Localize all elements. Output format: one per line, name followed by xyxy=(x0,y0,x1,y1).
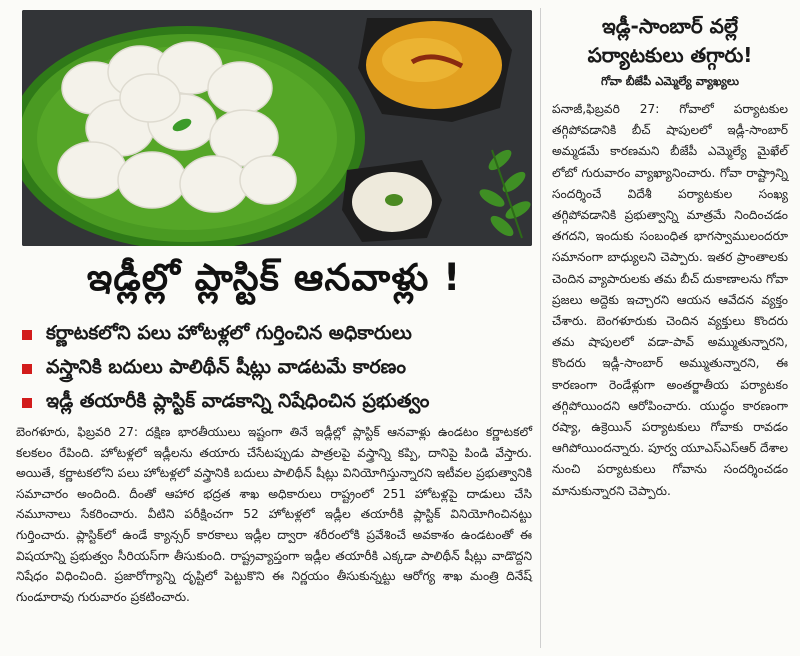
idli-article-body xyxy=(16,422,532,607)
bullet-square-icon xyxy=(22,330,32,340)
bullet-list xyxy=(16,318,532,420)
bullet-square-icon xyxy=(22,364,32,374)
goa-article xyxy=(552,8,788,648)
goa-headline-line1: ఇడ్లీ-సాంబార్ వల్లే xyxy=(601,14,739,38)
article-paragraph: పనాజీ,ఫిబ్రవరి 27: గోవాలో పర్యాటకుల తగ్గిపోవడానికి బీచ్ షాపులలో ఇడ్లీ-సాంబార్ అమ్మడమే కారణమని బీజేపీ ఎమ్మెల్యే మైఖేల్ లోబో గురువారం వ్యాఖ్యానించారు. గోవా రాష్ట్రాన్ని సందర్శించే విదేశీ పర్యాటకుల సంఖ్య తగ్గిపోవడానికి ప్రభుత్వాన్ని మాత్రమే నిందించడం తగదని, ఇందుకు సంబంధిత భాగస్వాములందరూ సమానంగా బాధ్యులని చెప్పారు. ఇతర ప్రాంతాలకు చెందిన వ్యాపారులకు తమ బీచ్ దుకాణాలను గోవా ప్రజలు అద్దెకు ఇచ్చారని ఆయన ఆవేదన వ్యక్తం చేశారు. బెంగళూరుకు చెందిన వ్యక్తులు కొందరు తమ షాపులలో వడా-పావ్ అమ్ముతున్నారని, కొందరు ఇడ్లీ-సాంబార్ అమ్ముతున్నారని, ఈ కారణంగా రెండేళ్లుగా అంతర్జాతీయ పర్యాటకం తగ్గిపోయిందని ఆరోపించారు. యుద్ధం కారణంగా రష్యా, ఉక్రెయిన్ పర్యాటకులు గోవాకు రావడం ఆగిపోయిందన్నారు. పూర్వ యూఎస్ఎస్ఆర్ దేశాల నుంచి పర్యాటకులు గోవాను సందర్శించడం మానుకున్నారని చెప్పారు. xyxy=(552,102,788,498)
goa-headline-line2: పర్యాటకులు తగ్గారు! xyxy=(587,43,753,67)
bullet-text: కర్ణాటకలోని పలు హోటళ్లలో గుర్తించిన అధికారులు xyxy=(46,321,412,344)
bullet-item xyxy=(16,352,532,386)
bullet-square-icon xyxy=(22,398,32,408)
idli-article xyxy=(16,8,532,648)
article-paragraph: బెంగళూరు, ఫిబ్రవరి 27: దక్షిణ భారతీయులు ఇష్టంగా తినే ఇడ్లీల్లో ప్లాస్టిక్ ఆనవాళ్లు ఉండటం కర్ణాటకలో కలకలం రేపింది. హోటళ్లలో ఇడ్లీలను తయారు చేసేటప్పుడు పాత్రలపై వస్త్రాన్ని కప్పి, దానిపై పిండి వేస్తారు. అయితే, కర్ణాటకలోని పలు హోటళ్లలో వస్త్రానికి బదులు పాలిథీన్ షీట్లు వినియోగిస్తున్నారని ఇటీవల ప్రభుత్వానికి సమాచారం అందింది. దీంతో ఆహార భద్రత శాఖ అధికారులు రాష్ట్రంలో 251 హోటళ్లపై దాడులు చేసి నమూనాలు సేకరించారు. వీటిని పరీక్షించగా 52 హోటళ్లలో ఇడ్లీల తయారీకి ప్లాస్టిక్ వినియోగించినట్టు గుర్తించారు. ప్లాస్టిక్‌లో ఉండే క్యాన్సర్ కారకాలు ఇడ్లీల ద్వారా శరీరంలోకి ప్రవేశించే అవకాశం ఉండటంతో ఈ విషయాన్ని ప్రభుత్వం సీరియస్‌గా తీసుకుంది. రాష్ట్రవ్యాప్తంగా ఇడ్లీల తయారీకి ఎక్కడా పాలిథీన్ షీట్లు వాడొద్దని నిషేధం విధించింది. ప్రజారోగ్యాన్ని దృష్టిలో పెట్టుకొని ఈ నిర్ణయం తీసుకున్నట్టు ఆరోగ్య శాఖ మంత్రి దినేష్ గుండూరావు గురువారం ప్రకటించారు. xyxy=(16,425,532,604)
bullet-text: ఇడ్లీ తయారీకి ప్లాస్టిక్ వాడకాన్ని నిషేధించిన ప్రభుత్వం xyxy=(46,389,430,412)
goa-article-body xyxy=(552,99,788,502)
goa-subheadline: గోవా బీజేపీ ఎమ్మెల్యే వ్యాఖ్యలు xyxy=(601,74,739,88)
idli-illustration xyxy=(22,10,532,246)
column-divider xyxy=(540,8,541,648)
bullet-text: వస్త్రానికి బదులు పాలిథీన్ షీట్లు వాడటమే కారణం xyxy=(46,355,406,378)
idli-photo xyxy=(22,10,532,246)
bullet-item xyxy=(16,318,532,352)
bullet-item xyxy=(16,386,532,420)
main-headline: ఇడ్లీల్లో ప్లాస్టిక్ ఆనవాళ్లు ! xyxy=(86,256,462,299)
